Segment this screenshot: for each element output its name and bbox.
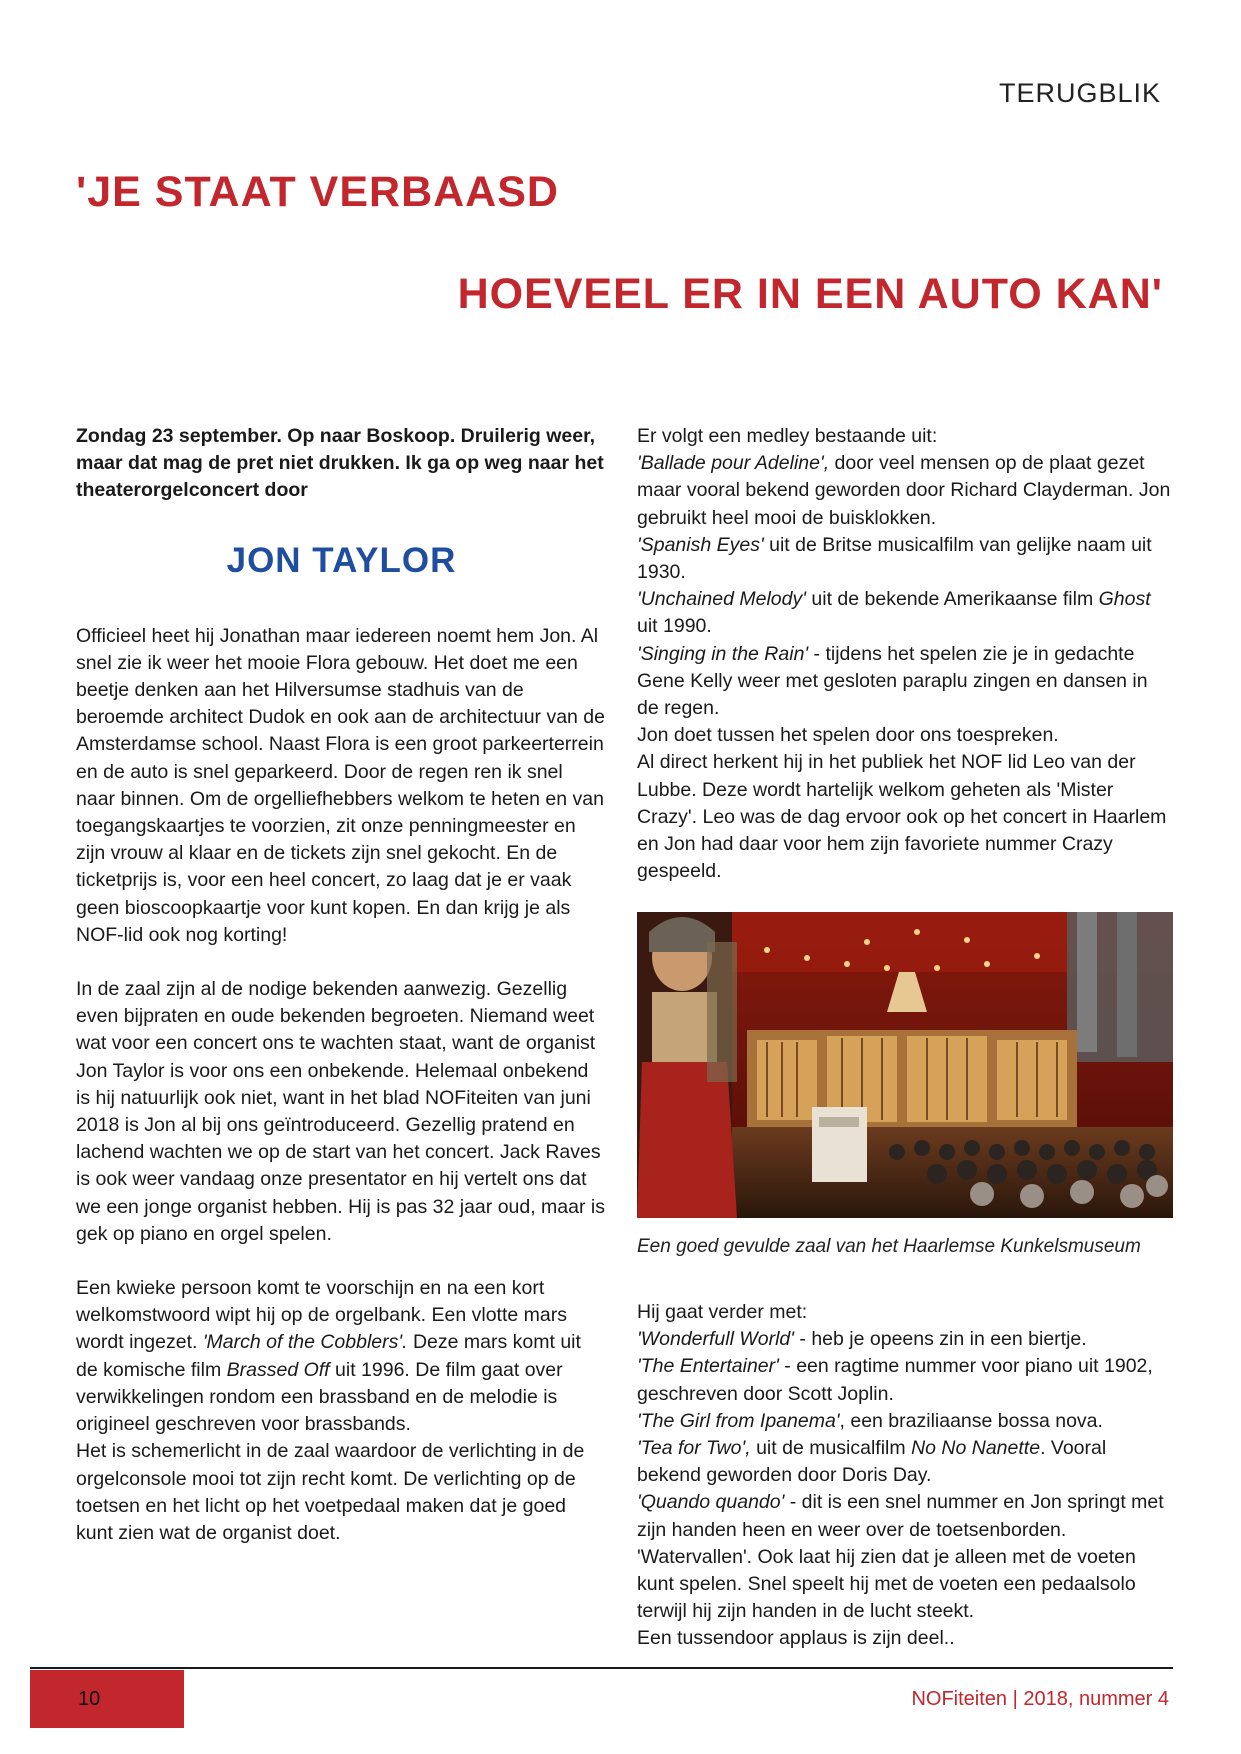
publication-info: NOFiteiten | 2018, nummer 4 bbox=[911, 1688, 1169, 1710]
song-title: 'Unchained Melody' bbox=[637, 588, 806, 611]
section-label: TERUGBLIK bbox=[998, 78, 1161, 108]
photo-caption: Een goed gevulde zaal van het Haarlemse Kunkelsmuseum bbox=[637, 1236, 1141, 1257]
text-span: uit de Britse musicalfilm van gelijke naam uit 1930. bbox=[637, 533, 1152, 584]
body-paragraph: Jon doet tussen het spelen door ons toespreken. bbox=[637, 724, 1059, 747]
text-span: - een ragtime nummer voor piano uit 1902, geschreven door Scott Joplin. bbox=[637, 1355, 1153, 1405]
concert-hall-photo bbox=[637, 912, 1173, 1218]
page-number: 10 bbox=[78, 1688, 101, 1710]
song-item bbox=[637, 586, 1173, 640]
headline-line-1: 'JE STAAT VERBAASD bbox=[76, 168, 559, 216]
song-title: 'Ballade pour Adeline', bbox=[637, 452, 830, 475]
headline-line-2: HOEVEEL ER IN EEN AUTO KAN' bbox=[457, 270, 1163, 318]
left-column bbox=[76, 423, 607, 1547]
footer-rule bbox=[30, 1667, 1173, 1669]
song-title: 'The Girl from Ipanema' bbox=[637, 1409, 840, 1432]
text-span: Deze mars komt uit de komische film bbox=[76, 1331, 581, 1381]
text-span: uit 1996. De film gaat over verwikkelingen rondom een brassband en de melodie is origineel geschreven voor brassbands. bbox=[76, 1358, 563, 1436]
text-span: uit de bekende Amerikaanse film bbox=[805, 588, 1099, 611]
song-item bbox=[637, 532, 1173, 586]
right-column-top bbox=[637, 423, 1173, 885]
body-paragraph: Al direct herkent hij in het publiek het NOF lid Leo van der Lubbe. Deze wordt hartelijk welkom geheten als 'Mister Crazy'. Leo was de dag ervoor ook op het concert in Haarlem en Jon had daar voor hem zijn favoriete nummer Crazy gespeeld. bbox=[637, 751, 1167, 883]
text-span: . Vooral bekend geworden door Doris Day. bbox=[637, 1437, 1107, 1487]
song-item bbox=[637, 1408, 1173, 1435]
text-span: , een braziliaanse bossa nova. bbox=[839, 1409, 1103, 1432]
song-title: 'Singing in the Rain' bbox=[637, 642, 809, 665]
body-paragraph: Een tussendoor applaus is zijn deel.. bbox=[637, 1627, 955, 1650]
song-title: 'March of the Cobblers'. bbox=[202, 1331, 408, 1354]
song-title: 'The Entertainer' bbox=[637, 1355, 779, 1378]
film-title: Ghost bbox=[1098, 588, 1151, 611]
song-item bbox=[637, 450, 1173, 532]
text-span: - dit is een snel nummer en Jon springt met zijn handen heen en weer over de toetsenborden. bbox=[637, 1491, 1164, 1541]
body-paragraph: Het is schemerlicht in de zaal waardoor de verlichting in de orgelconsole mooi tot zijn recht komt. De verlichting op de toetsen en het licht op het voetpedaal maken dat je goed kunt zien wat de organist doet. bbox=[76, 1440, 585, 1544]
song-title: 'Wonderfull World' bbox=[637, 1328, 794, 1351]
text-span: - tijdens het spelen zie je in gedachte Gene Kelly weer met gesloten paraplu zingen en dansen in de regen. bbox=[637, 642, 1148, 720]
intro-paragraph: Zondag 23 september. Op naar Boskoop. Druilerig weer, maar dat mag de pret niet drukken. Ik ga op weg naar het theaterorgelconcert door bbox=[76, 425, 604, 502]
body-paragraph: Hij gaat verder met: bbox=[637, 1301, 808, 1323]
song-title: 'Quando quando' bbox=[637, 1491, 785, 1514]
text-span: - heb je opeens zin in een biertje. bbox=[794, 1328, 1087, 1351]
body-paragraph bbox=[76, 1275, 607, 1438]
body-paragraph: In de zaal zijn al de nodige bekenden aanwezig. Gezellig even bijpraten en oude bekenden begroeten. Niemand weet wat voor een concert ons te wachten staat, want de organist Jon Taylor is voor ons een onbekende. Helemaal onbekend is hij natuurlijk ook niet, want in het blad NOFiteiten van juni 2018 is Jon al bij ons geïntroduceerd. Gezellig pratend en lachend wachten we op de start van het concert. Jack Raves is ook weer vandaag onze presentator en hij vertelt ons dat we een jonge organist hebben. Hij is pas 32 jaar oud, maar is gek op piano en orgel spelen. bbox=[76, 978, 605, 1245]
song-item bbox=[637, 1435, 1173, 1489]
song-item: 'Watervallen'. Ook laat hij zien dat je alleen met de voeten kunt spelen. Snel speelt hij met de voeten een pedaalsolo terwijl hij zijn handen in de lucht steekt. bbox=[637, 1545, 1136, 1623]
page-number-box bbox=[30, 1670, 184, 1728]
text-span: uit 1990. bbox=[637, 615, 712, 638]
right-column-bottom bbox=[637, 1299, 1173, 1653]
song-item bbox=[637, 1353, 1173, 1407]
song-item bbox=[637, 1489, 1173, 1543]
song-item bbox=[637, 641, 1173, 723]
performer-name: JON TAYLOR bbox=[226, 540, 457, 580]
concert-hall-illustration bbox=[637, 912, 1173, 1218]
body-paragraph: Officieel heet hij Jonathan maar iedereen noemt hem Jon. Al snel zie ik weer het mooie Flora gebouw. Het doet me een beetje denken aan het Hilversumse stadhuis van de beroemde architect Dudok en ook aan de architectuur van de Amsterdamse school. Naast Flora is een groot parkeerterrein en de auto is snel geparkeerd. Door de regen ren ik snel naar binnen. Om de orgelliefhebbers welkom te heten en van toegangskaartjes te voorzien, zit onze penningmeester en zijn vrouw al klaar en de tickets zijn snel gekocht. En de ticketprijs is, voor een heel concert, zo laag dat je er vaak geen bioscoopkaartje voor kunt kopen. En dan krijg je als NOF-lid ook nog korting! bbox=[76, 624, 605, 946]
film-title: Brassed Off bbox=[226, 1358, 330, 1381]
text-span: Een kwieke persoon komt te voorschijn en na een kort welkomstwoord wipt hij op de orgelbank. Een vlotte mars wordt ingezet. bbox=[76, 1277, 567, 1354]
body-paragraph: Er volgt een medley bestaande uit: bbox=[637, 425, 938, 447]
text-span: door veel mensen op de plaat gezet maar vooral bekend geworden door Richard Clayderman. Jon gebruikt heel mooi de buisklokken. bbox=[637, 452, 1171, 529]
song-item bbox=[637, 1326, 1173, 1353]
song-title: 'Tea for Two', bbox=[637, 1437, 751, 1460]
song-title: 'Spanish Eyes' bbox=[637, 533, 764, 556]
film-title: No No Nanette bbox=[911, 1437, 1041, 1460]
text-span: uit de musicalfilm bbox=[750, 1437, 912, 1460]
